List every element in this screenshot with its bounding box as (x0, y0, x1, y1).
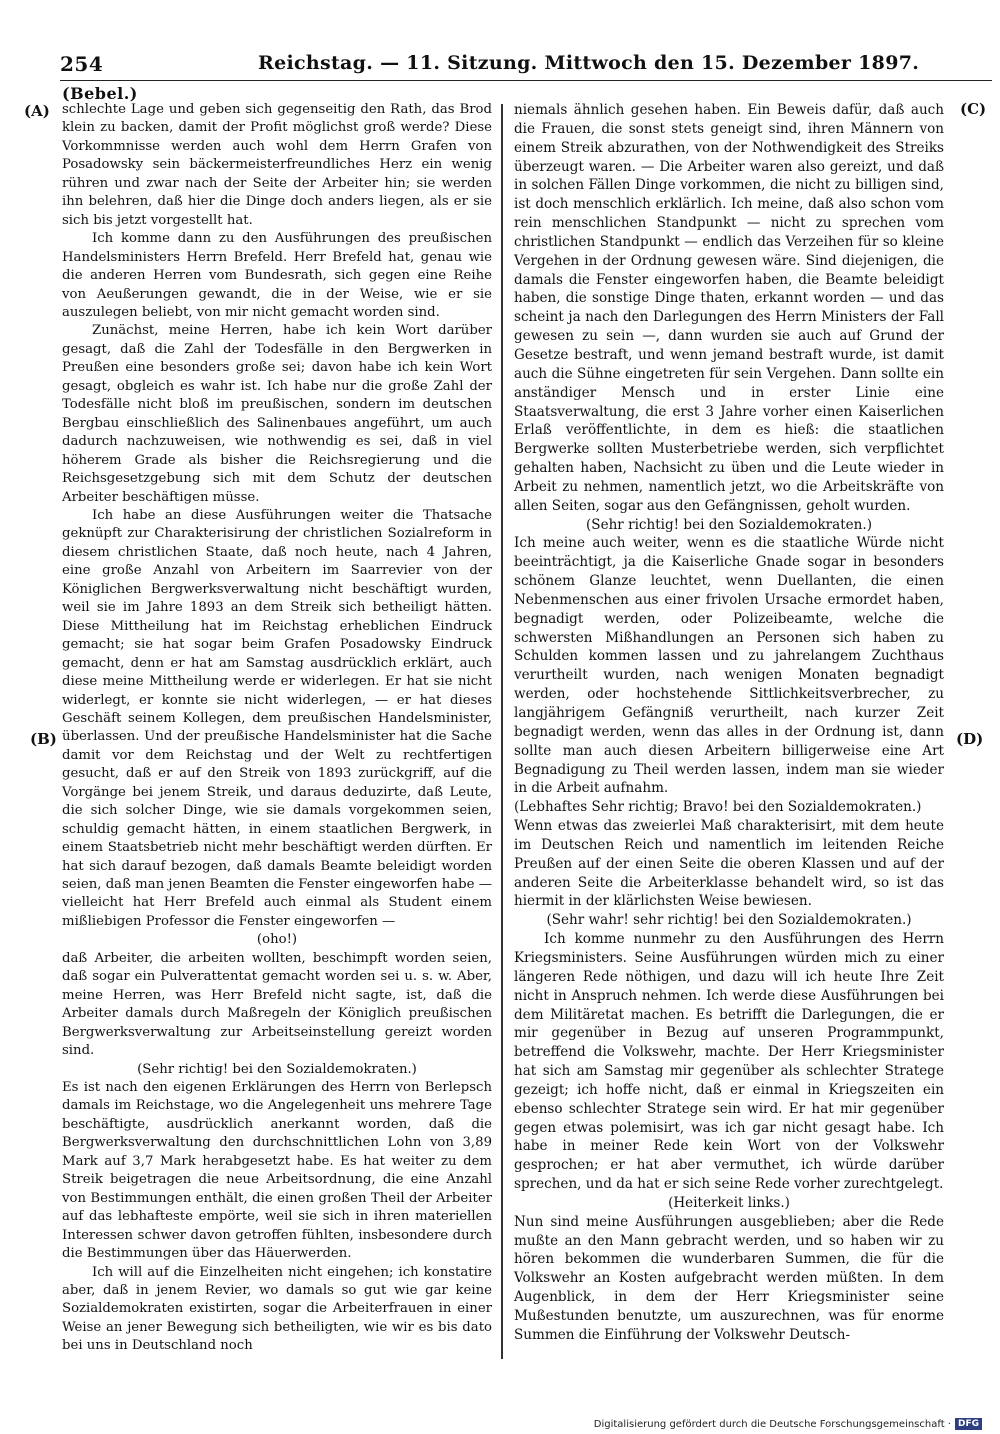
paragraph: Zunächst, meine Herren, habe ich kein Wort darüber gesagt, daß die Zahl der Todesfälle in den Bergwerken in Preußen eine besonders große sei; davon habe ich kein Wort gesagt, obgleich es wahr ist. Ich habe nur die große Zahl der Todesfälle nicht bloß im preußischen, sondern im deutschen Bergbau einschließlich des Salinenbaues angeführt, um auch dadurch nachzuweisen, wie nothwendig es sei, daß in viel höherem Grade als bisher die Reichsregierung und die Reichsgesetzgebung sich mit dem Schutz der deutschen Arbeiter beschäftigen müsse. (62, 323, 492, 505)
paragraph: Ich komme nunmehr zu den Ausführungen des Herrn Kriegsministers. Seine Ausführungen würden mich zu einer längeren Rede nöthigen, und dazu will ich heute Ihre Zeit nicht in Anspruch nehmen. Ich werde diese Ausführungen bei dem Militäretat machen. Es betrifft die Darlegungen, die er mir gegenüber in Bezug auf unseren Programmpunkt, betreffend die Volkswehr, machte. Der Herr Kriegsminister hat sich am Samstag mir gegenüber als schlechter Stratege gezeigt; ich hoffe nicht, daß er einmal in Kriegszeiten ein ebenso schlechter Stratege sein wird. Er hat mir gegenüber gegen etwas polemisirt, was ich gar nicht gesagt habe. Ich habe in meiner Rede kein Wort von der Volkswehr gesprochen; er hat aber vermuthet, ich würde darüber sprechen, und da hat er sich seine Rede vorher zurechtgelegt. (514, 931, 944, 1193)
speaker-name: (Bebel.) (62, 84, 138, 103)
right-column (514, 101, 944, 1345)
column-divider (501, 104, 503, 1359)
paragraph: Ich meine auch weiter, wenn es die staatliche Würde nicht beeinträchtigt, ja die Kaiserliche Gnade sogar in besonders schönem Glanze leuchtet, wenn Duellanten, die einen Nebenmenschen aus einer frivolen Ursache ermordet haben, begnadigt werden, oder Polizeibeamte, welche die schwersten Mißhandlungen an Personen sich haben zu Schulden kommen lassen und zu jahrelangem Zuchthaus verurtheilt wurden, nach wenigen Monaten begnadigt werden, oder hochstehende Sittlichkeitsverbrecher, zu langjährigem Gefängniß verurtheilt, nach kurzer Zeit begnadigt werden, wenn das alles in der Ordnung ist, dann sollte man auch diesen Arbeitern billigerweise eine Art Begnadigung zu Theil werden lassen, indem man sie wieder in die Arbeit aufnahm. (514, 535, 944, 797)
interjection: (Sehr wahr! sehr richtig! bei den Sozialdemokraten.) (546, 912, 912, 929)
interjection: (oho!) (256, 932, 298, 948)
paragraph: Ich komme dann zu den Ausführungen des preußischen Handelsministers Herrn Brefeld. Herr Brefeld hat, genau wie die anderen Herren vom Bundesrath, sich gegen eine Reihe von Aeußerungen gewandt, die in der Weise, wie er sie auszulegen beliebt, von mir nicht gemacht worden sind. (62, 231, 492, 320)
paragraph: daß Arbeiter, die arbeiten wollten, beschimpft worden seien, daß sogar ein Pulverattentat gemacht worden sei u. s. w. Aber, meine Herren, was Herr Brefeld nicht sagte, ist, daß die Arbeiter damals durch Maßregeln der Königlich preußischen Bergwerksverwaltung zur Arbeitseinstellung gereizt worden sind. (62, 950, 492, 1059)
running-title: Reichstag. — 11. Sitzung. Mittwoch den 15. Dezember 1897. (258, 52, 920, 74)
interjection: (Heiterkeit links.) (668, 1194, 790, 1211)
paragraph: Es ist nach den eigenen Erklärungen des Herrn von Berlepsch damals im Reichstage, wo die Angelegenheit uns mehrere Tage beschäftigte, ausdrücklich anerkannt worden, daß die Bergwerksverwaltung den durchschnittlichen Lohn von 3,89 Mark auf 3,7 Mark herabgesetzt habe. Es hat weiter zu dem Streik beigetragen die neue Arbeitsordnung, die eine Anzahl von Bestimmungen enthält, die einen großen Theil der Arbeiter auf das lebhafteste empörte, weil sie sich in ihren materiellen Interessen schwer davon getroffen fühlten, insbesondere durch die Bestimmungen über das Häuerwerden. (62, 1080, 492, 1262)
margin-marker-a: (A) (24, 102, 50, 120)
paragraph: niemals ähnlich gesehen haben. Ein Beweis dafür, daß auch die Frauen, die sonst stets geneigt sind, ihren Männern von einem Streik abzurathen, von der Nothwendigkeit des Streiks überzeugt waren. — Die Arbeiter waren also gereizt, und daß in solchen Fällen Dinge vorkommen, die nicht zu billigen sind, ist doch menschlich erklärlich. Ich meine, daß also schon vom rein menschlichen Standpunkt — nicht zu sprechen vom christlichen Standpunkt — endlich das Verzeihen für so kleine Vergehen in der Ordnung gewesen wäre. Sind diejenigen, die damals die Fenster eingeworfen haben, die Beamte beleidigt haben, die sonstige Dinge thaten, erkannt worden — und das scheint ja nach den Darlegungen des Herrn Ministers der Fall gewesen zu sein —, dann wurden sie auch auf Grund der Gesetze bestraft, und wenn jemand bestraft wurde, ist damit auch die Sühne eingetreten für sein Vergehen. Dann sollte ein anständiger Mensch und in erster Linie eine Staatsverwaltung, die erst 3 Jahre vorher einen Kaiserlichen Erlaß veröffentlichte, in dem es hieß: die staatlichen Bergwerke sollten Musterbetriebe werden, sich verpflichtet gehalten haben, Nachsicht zu üben und die Leute wieder in Arbeit zu nehmen, namentlich jetzt, wo die Arbeitskräfte von allen Seiten, sogar aus den Gefängnissen, geholt wurden. (514, 102, 944, 514)
dfg-logo: DFG (955, 1418, 982, 1430)
digitization-credit (594, 1418, 982, 1430)
credit-text: Digitalisierung gefördert durch die Deutsche Forschungsgemeinschaft · (593, 1418, 951, 1430)
left-column (62, 101, 492, 1356)
paragraph: Ich habe an diese Ausführungen weiter die Thatsache geknüpft zur Charakterisirung der christlichen Sozialreform in diesem christlichen Staate, daß noch heute, nach 4 Jahren, eine große Anzahl von Arbeitern im Saarrevier von der Königlichen Bergwerksverwaltung nicht beschäftigt wurden, weil sie im Jahre 1893 an dem Streik sich betheiligt hätten. Diese Mittheilung hat im Reichstag erheblichen Eindruck gemacht; sie hat sogar beim Grafen Posadowsky Eindruck gemacht, denn er hat am Samstag ausdrücklich erklärt, auch diese meine Mittheilung werde er widerlegen. Er hat sie nicht widerlegt, er konnte sie nicht widerlegen, — er hat dieses Geschäft seinem Kollegen, dem preußischen Handelsminister, überlassen. Und der preußische Handelsminister hat die Sache damit vor dem Reichstag und der Welt zu rechtfertigen gesucht, daß er auf den Streik von 1893 zurückgriff, auf die Vorgänge bei jenem Streik, und daraus deduzirte, daß Leute, die sich solcher Dinge, wie sie damals vorgekommen seien, schuldig gemacht hätten, in einem staatlichen Bergwerk, in einem Staatsbetrieb nicht mehr beschäftigt werden dürften. Er hat sich darauf bezogen, daß damals Beamte beleidigt worden seien, daß man jenen Beamten die Fenster eingeworfen habe — vielleicht hat Herr Brefeld auch einmal als Student einem mißliebigen Professor die Fenster eingeworfen — (62, 507, 492, 929)
paragraph: Ich will auf die Einzelheiten nicht eingehen; ich konstatire aber, daß in jenem Revier, wo damals so gut wie gar keine Sozialdemokraten existirten, sogar die Arbeiterfrauen in einer Weise an jener Bewegung sich betheiligten, wie wir es bis dato bei uns in Deutschland noch (62, 1264, 492, 1354)
interjection: (Sehr richtig! bei den Sozialdemokraten.) (137, 1061, 417, 1077)
margin-marker-d: (D) (956, 730, 984, 748)
paragraph: Nun sind meine Ausführungen ausgeblieben; aber die Rede mußte an den Mann gebracht werden, und so haben wir zu hören bekommen die wunderbaren Summen, die für die Volkswehr an Kosten aufgebracht werden müßten. In dem Augenblick, in dem der Herr Kriegsminister seine Mußestunden benutzte, um auszurechnen, was für enorme Summen die Einführung der Volkswehr Deutsch- (514, 1213, 944, 1343)
page-number: 254 (60, 52, 104, 76)
page-header (60, 50, 992, 81)
paragraph: Wenn etwas das zweierlei Maß charakterisirt, mit dem heute im Deutschen Reich und namentlich im leitenden Reiche Preußen auf der einen Seite die oberen Klassen und auf der anderen Seite die Arbeiterklasse behandelt wird, so ist das hiermit in der klärlichsten Weise bewiesen. (514, 818, 944, 910)
paragraph: schlechte Lage und geben sich gegenseitig den Rath, das Brod klein zu backen, damit der Profit möglichst groß werde? Diese Vorkommnisse werden auch wohl dem Herrn Grafen von Posadowsky sein bäckermeisterfreundliches Herz ein wenig rühren und zwar nach der Seite der Arbeiter hin; sie werden ihn belehren, daß hier die Dinge doch anders liegen, als er sie sich bis jetzt vorgestellt hat. (62, 102, 492, 228)
margin-marker-c: (C) (960, 100, 987, 118)
interjection: (Sehr richtig! bei den Sozialdemokraten.) (586, 516, 872, 533)
interjection: (Lebhaftes Sehr richtig; Bravo! bei den Sozialdemokraten.) (514, 799, 922, 816)
margin-marker-b: (B) (30, 730, 57, 748)
